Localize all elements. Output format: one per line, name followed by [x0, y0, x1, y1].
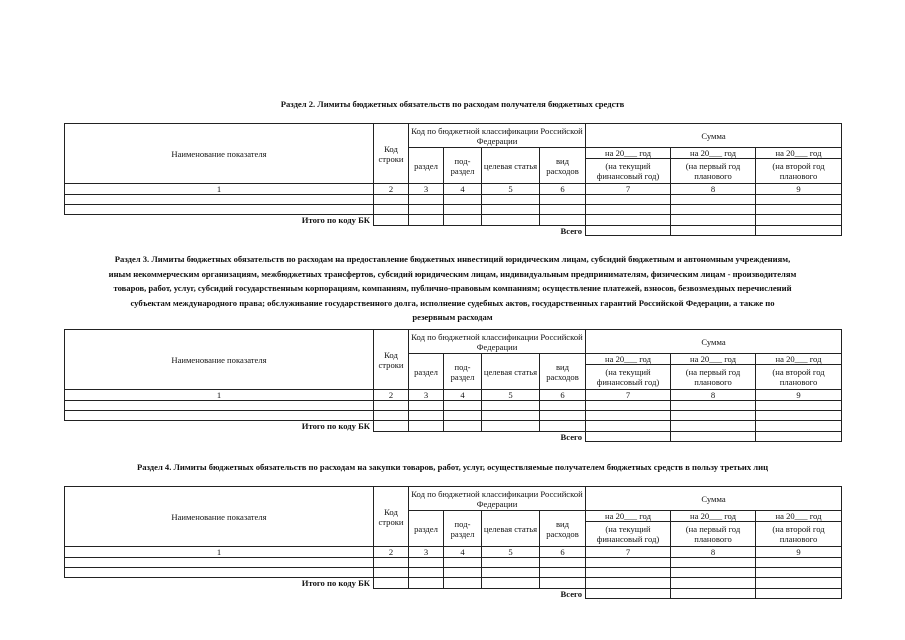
table-row — [65, 558, 842, 568]
total-all-row — [65, 588, 842, 599]
col-num-9: 9 — [756, 184, 842, 195]
header-year3: на 20___ год — [756, 148, 842, 159]
header-year2-sub: (на первый год планового — [671, 365, 756, 390]
section4-table — [64, 486, 842, 599]
col-num-5: 5 — [482, 390, 540, 401]
header-vid: вид расходов — [540, 511, 586, 547]
header-year1-sub: (на текущий финансовый год) — [586, 365, 671, 390]
table-row — [65, 205, 842, 215]
header-code: Код строки — [374, 124, 409, 184]
total-all-row — [65, 431, 842, 442]
col-num-4: 4 — [444, 547, 482, 558]
header-year2-sub: (на первый год планового — [671, 159, 756, 184]
table-row — [65, 401, 842, 411]
header-name: Наименование показателя — [65, 487, 374, 547]
section2-title: Раздел 2. Лимиты бюджетных обязательств по расходам получателя бюджетных средств — [280, 99, 625, 109]
col-num-7: 7 — [586, 390, 671, 401]
col-num-4: 4 — [444, 184, 482, 195]
header-name: Наименование показателя — [65, 330, 374, 390]
col-num-9: 9 — [756, 547, 842, 558]
header-razdel: раздел — [409, 148, 444, 184]
col-num-3: 3 — [409, 184, 444, 195]
header-sum: Сумма — [586, 487, 842, 511]
col-num-2: 2 — [374, 547, 409, 558]
header-razdel: раздел — [409, 354, 444, 390]
header-year1: на 20___ год — [586, 148, 671, 159]
header-vid: вид расходов — [540, 148, 586, 184]
header-podrazdel: под-раздел — [444, 354, 482, 390]
header-year3: на 20___ год — [756, 354, 842, 365]
header-razdel: раздел — [409, 511, 444, 547]
total-all-label: Всего — [560, 225, 582, 236]
header-bk: Код по бюджетной классификации Российской Федерации — [409, 330, 586, 354]
header-code: Код строки — [374, 330, 409, 390]
header-bk: Код по бюджетной классификации Российской Федерации — [409, 487, 586, 511]
total-bk-row — [65, 421, 842, 432]
header-podrazdel: под-раздел — [444, 148, 482, 184]
header-bk: Код по бюджетной классификации Российской Федерации — [409, 124, 586, 148]
header-code: Код строки — [374, 487, 409, 547]
col-num-7: 7 — [586, 547, 671, 558]
header-year3: на 20___ год — [756, 511, 842, 522]
table-row — [65, 568, 842, 578]
total-all-label: Всего — [560, 431, 582, 442]
col-num-9: 9 — [756, 390, 842, 401]
column-numbers-row — [65, 547, 842, 558]
header-year1: на 20___ год — [586, 511, 671, 522]
header-statya: целевая статья — [482, 354, 540, 390]
header-year1-sub: (на текущий финансовый год) — [586, 522, 671, 547]
header-sum: Сумма — [586, 124, 842, 148]
section3-title: Раздел 3. Лимиты бюджетных обязательств по расходам на предоставление бюджетных инвестиций юридическим лицам, субсидий бюджетным и автономным учреждениям, иным некоммерческим организациям, межбюджетных трансфертов, субсидий юридическим лицам, индивидуальным предпринимателям, физическим лицам - производителям товаров, работ, услуг, субсидий государственным корпорациям, компаниям, публично-правовым компаниям; осуществление платежей, взносов, безвозмездных перечислений субъектам международного права; обслуживание государственного долга, исполнение судебных актов, государственных гарантий Российской Федерации, а также по резервным расходам — [108, 254, 797, 322]
col-num-7: 7 — [586, 184, 671, 195]
header-sum: Сумма — [586, 330, 842, 354]
total-bk-row — [65, 215, 842, 226]
total-bk-label: Итого по коду БК — [301, 421, 370, 431]
header-year3-sub: (на второй год планового — [756, 159, 842, 184]
header-year3-sub: (на второй год планового — [756, 365, 842, 390]
col-num-3: 3 — [409, 547, 444, 558]
section4-title: Раздел 4. Лимиты бюджетных обязательств по расходам на закупки товаров, работ, услуг, осуществляемые получателем бюджетных средств в пользу третьих лиц — [136, 462, 769, 472]
col-num-8: 8 — [671, 390, 756, 401]
col-num-5: 5 — [482, 547, 540, 558]
header-vid: вид расходов — [540, 354, 586, 390]
header-statya: целевая статья — [482, 148, 540, 184]
total-bk-label: Итого по коду БК — [301, 215, 370, 225]
col-num-3: 3 — [409, 390, 444, 401]
total-bk-label: Итого по коду БК — [301, 578, 370, 588]
header-name: Наименование показателя — [65, 124, 374, 184]
header-year1: на 20___ год — [586, 354, 671, 365]
col-num-2: 2 — [374, 184, 409, 195]
col-num-1: 1 — [65, 390, 374, 401]
header-statya: целевая статья — [482, 511, 540, 547]
header-year3-sub: (на второй год планового — [756, 522, 842, 547]
column-numbers-row — [65, 184, 842, 195]
col-num-6: 6 — [540, 547, 586, 558]
total-bk-row — [65, 578, 842, 589]
col-num-8: 8 — [671, 184, 756, 195]
col-num-1: 1 — [65, 184, 374, 195]
header-year2: на 20___ год — [671, 511, 756, 522]
col-num-5: 5 — [482, 184, 540, 195]
table-row — [65, 195, 842, 205]
col-num-4: 4 — [444, 390, 482, 401]
col-num-2: 2 — [374, 390, 409, 401]
section3-table — [64, 329, 842, 442]
col-num-6: 6 — [540, 184, 586, 195]
header-year1-sub: (на текущий финансовый год) — [586, 159, 671, 184]
table-row — [65, 411, 842, 421]
total-all-row — [65, 225, 842, 236]
col-num-8: 8 — [671, 547, 756, 558]
col-num-6: 6 — [540, 390, 586, 401]
header-year2: на 20___ год — [671, 148, 756, 159]
total-all-label: Всего — [560, 588, 582, 599]
header-podrazdel: под-раздел — [444, 511, 482, 547]
header-year2: на 20___ год — [671, 354, 756, 365]
header-year2-sub: (на первый год планового — [671, 522, 756, 547]
section2-table — [64, 123, 842, 236]
column-numbers-row — [65, 390, 842, 401]
col-num-1: 1 — [65, 547, 374, 558]
